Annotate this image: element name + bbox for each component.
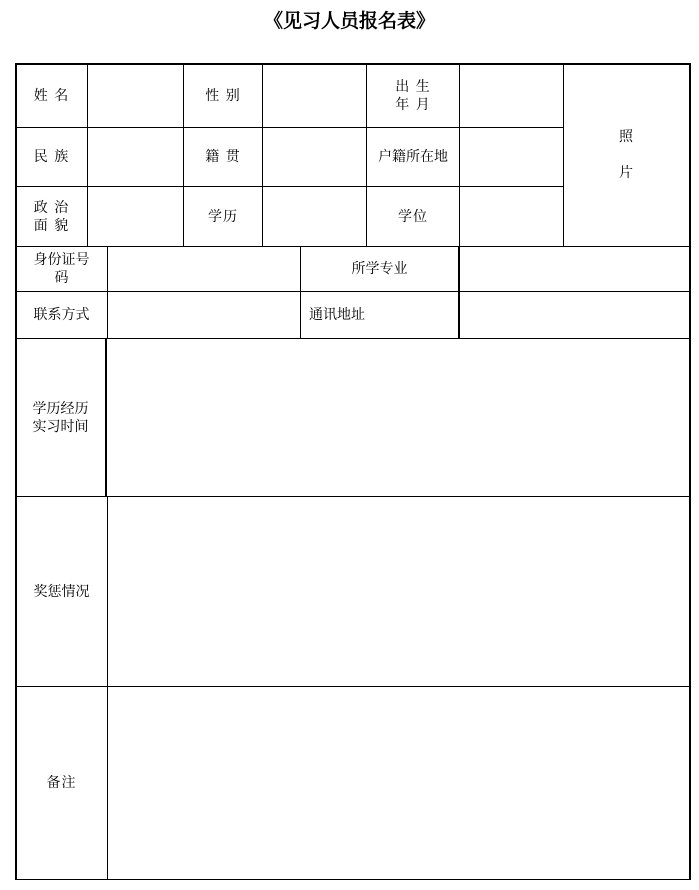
education-field[interactable] bbox=[263, 187, 366, 246]
photo-box[interactable]: 照 片 bbox=[619, 129, 634, 181]
gender-label: 性 别 bbox=[205, 87, 241, 104]
remarks-label: 备注 bbox=[46, 775, 77, 791]
education-history-label: 学历经历 实习时间 bbox=[32, 400, 89, 435]
birth-date-label: 出 生 年 月 bbox=[395, 78, 431, 113]
rewards-label: 奖惩情况 bbox=[33, 583, 90, 600]
political-status-field[interactable] bbox=[88, 187, 183, 246]
rewards-field[interactable] bbox=[108, 497, 689, 686]
ethnicity-field[interactable] bbox=[88, 128, 183, 186]
table-border-right bbox=[689, 63, 691, 880]
household-location-field[interactable] bbox=[460, 128, 563, 186]
ethnicity-label: 民 族 bbox=[33, 149, 70, 165]
major-label: 所学专业 bbox=[351, 261, 408, 277]
remarks-field[interactable] bbox=[108, 687, 689, 879]
political-status-label: 政 治 面 貌 bbox=[33, 199, 70, 234]
address-field[interactable] bbox=[460, 292, 689, 338]
major-field[interactable] bbox=[460, 247, 689, 291]
contact-field[interactable] bbox=[108, 292, 300, 338]
native-place-label: 籍 贯 bbox=[205, 149, 241, 165]
degree-field[interactable] bbox=[460, 187, 563, 246]
page-title: 《见习人员报名表》 bbox=[263, 10, 435, 32]
education-history-field[interactable] bbox=[107, 339, 689, 496]
education-label: 学历 bbox=[208, 208, 238, 225]
id-number-label: 身份证号 码 bbox=[33, 252, 90, 286]
birth-date-field[interactable] bbox=[460, 64, 563, 127]
degree-label: 学位 bbox=[398, 208, 428, 225]
gender-field[interactable] bbox=[263, 64, 366, 127]
address-label: 通讯地址 bbox=[309, 307, 365, 323]
contact-label: 联系方式 bbox=[33, 307, 90, 323]
table-border-bottom bbox=[15, 879, 691, 880]
name-field[interactable] bbox=[88, 64, 183, 127]
id-number-field[interactable] bbox=[108, 247, 300, 291]
name-label: 姓 名 bbox=[33, 87, 70, 104]
household-location-label: 户籍所在地 bbox=[378, 149, 448, 165]
native-place-field[interactable] bbox=[263, 128, 366, 186]
